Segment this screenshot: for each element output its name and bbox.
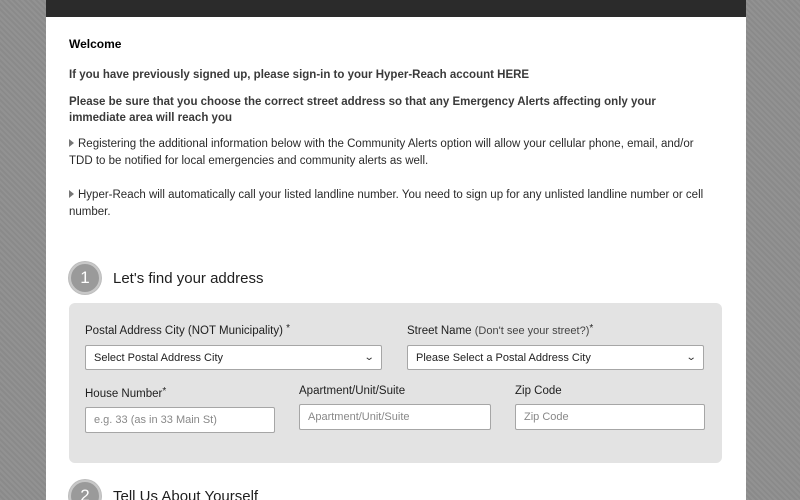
welcome-heading: Welcome <box>69 37 122 51</box>
step-1-header <box>69 262 263 294</box>
street-select[interactable] <box>407 345 704 370</box>
city-label <box>85 323 290 337</box>
chevron-down-icon: ⌄ <box>363 352 375 363</box>
step-number-badge: 1 <box>69 262 101 294</box>
step-title: Let's find your address <box>113 269 264 287</box>
chevron-down-icon: ⌄ <box>685 352 697 363</box>
landline-text: Hyper-Reach will automatically call your listed landline number. You need to sign up for any unlisted landline number or cell number. <box>69 189 704 218</box>
zip-code-placeholder: Zip Code <box>524 411 569 423</box>
step-title: Tell Us About Yourself <box>113 487 259 500</box>
bullet-triangle-icon <box>69 139 74 147</box>
street-label <box>407 323 593 337</box>
house-label-text: House Number <box>85 388 163 400</box>
required-marker: * <box>286 323 291 334</box>
street-hint-link[interactable]: (Don't see your street?) <box>474 325 590 337</box>
city-select-value: Select Postal Address City <box>94 351 224 364</box>
city-select[interactable] <box>85 345 382 370</box>
address-panel <box>69 303 722 463</box>
required-marker: * <box>589 323 594 334</box>
apt-label: Apartment/Unit/Suite <box>299 385 406 397</box>
community-alerts-note <box>69 136 709 170</box>
house-label <box>85 386 166 400</box>
step-2-header <box>69 480 258 500</box>
community-alerts-text: Registering the additional information below with the Community Alerts option will allow your cellular phone, email, and/or TDD to be notified for local emergencies and community alerts as well. <box>69 138 694 167</box>
signin-note[interactable]: If you have previously signed up, please sign-in to your Hyper-Reach account HERE <box>69 69 530 81</box>
top-bar <box>46 0 746 17</box>
signup-page <box>46 0 746 500</box>
city-label-text: Postal Address City (NOT Municipality) <box>85 325 283 337</box>
bullet-triangle-icon <box>69 190 74 198</box>
required-marker: * <box>162 386 167 397</box>
zip-label: Zip Code <box>515 385 562 397</box>
address-note: Please be sure that you choose the correct street address so that any Emergency Alerts affecting only your immediate area will reach you <box>69 96 656 124</box>
apartment-input[interactable] <box>299 404 491 430</box>
street-label-text: Street Name <box>407 325 472 337</box>
step-number-badge: 2 <box>69 480 101 500</box>
house-number-placeholder: e.g. 33 (as in 33 Main St) <box>94 414 217 426</box>
landline-note <box>69 187 709 221</box>
zip-code-input[interactable] <box>515 404 705 430</box>
apartment-placeholder: Apartment/Unit/Suite <box>308 411 410 423</box>
house-number-input[interactable] <box>85 407 275 433</box>
street-select-value: Please Select a Postal Address City <box>416 351 591 364</box>
